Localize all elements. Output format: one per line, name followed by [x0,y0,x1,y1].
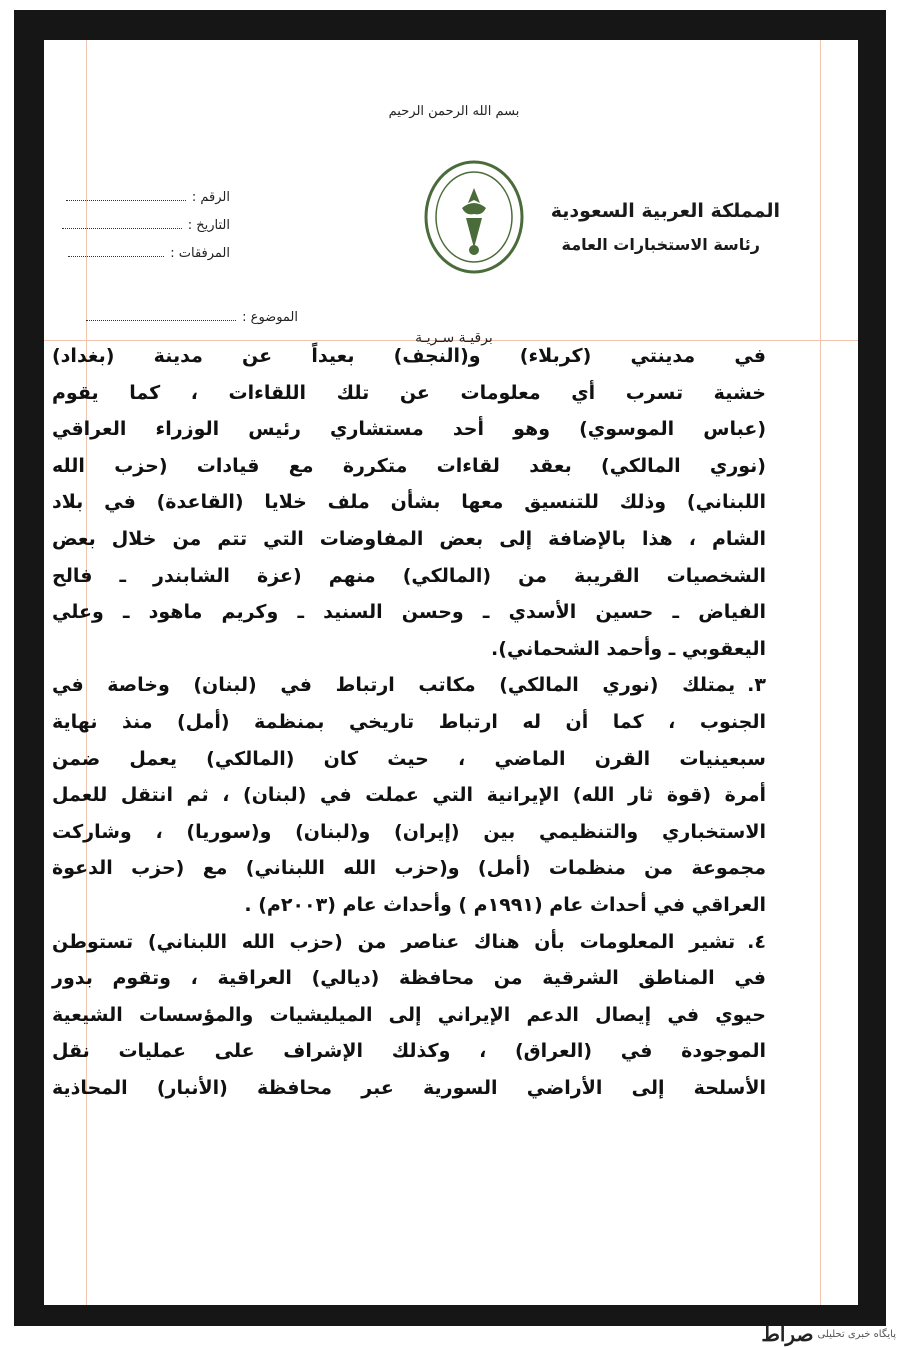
body-line: أمرة (قوة ثار الله) الإيرانية التي عملت في (لبنان) ، ثم انتقل للعمل [52,784,766,807]
body-line: الفياض ـ حسين الأسدي ـ وحسن السنيد ـ وكريم ماهود ـ وعلي [52,601,766,624]
body-line: خشية تسرب أي معلومات عن تلك اللقاءات ، كما يقوم [52,381,766,404]
body-line [52,924,766,961]
date-label: التاريخ : [187,218,230,233]
body-line: الشخصيات القريبة من (المالكي) منهم (عزة الشابندر ـ فالح [52,564,766,587]
body-line: الأسلحة إلى الأراضي السورية عبر محافظة (الأنبار) المحاذية [52,1076,766,1099]
body-line: العراقي في أحداث عام (١٩٩١م ) وأحداث عام (٢٠٠٣م) . [244,893,766,916]
body-line: في مدينتي (كربلاء) و(النجف) بعيداً عن مدينة (بغداد) [52,345,766,367]
subject-dots [86,319,236,321]
margin-line-right [820,40,821,1305]
classification-label: برقيـة سـريـة [415,330,493,346]
telegram-body [52,338,766,1106]
body-line: الجنوب ، كما أن له ارتباط تاريخي بمنظمة (أمل) منذ نهاية [52,710,766,733]
body-line: (نوري المالكي) بعقد لقاءات متكررة مع قيادات (حزب الله [52,454,766,477]
agency-name: رئاسة الاستخبارات العامة [561,235,760,254]
body-line: حيوي في إيصال الدعم الإيراني إلى الميليشيات والمؤسسات الشيعية [52,1003,766,1026]
subject-field [86,310,298,325]
body-line: (عباس الموسوي) وهو أحد مستشاري رئيس الوزراء العراقي [52,418,766,441]
body-line: سبعينيات القرن الماضي ، حيث كان (المالكي) يعمل ضمن [52,747,766,770]
attachments-label: المرفقات : [170,246,230,261]
item-line: يمتلك (نوري المالكي) مكاتب ارتباط في (لبنان) وخاصة في [52,674,736,697]
attachments-dots [68,255,164,257]
date-field [62,218,230,233]
body-line: الموجودة في (العراق) ، وكذلك الإشراف على عمليات نقل [52,1040,766,1063]
watermark-text: پایگاه خبری تحلیلی [817,1328,896,1340]
attachments-field [68,246,230,261]
site-watermark [761,1322,896,1346]
body-line: مجموعة من منظمات (أمل) و(حزب الله اللبناني) مع (حزب الدعوة [52,857,766,880]
body-line [52,667,766,704]
body-line: الاستخباري والتنظيمي بين (إيران) و(لبنان) و(سوريا) ، وشاركت [52,820,766,843]
item-number: ٣. [747,674,766,697]
numbered-item-4 [52,924,766,1107]
basmala: بسم الله الرحمن الرحيم [388,104,520,119]
numbered-item-3 [52,667,766,923]
date-dots [62,227,182,229]
watermark-logo: صراط [761,1322,814,1346]
intro-paragraph [52,338,766,667]
body-line: اليعقوبي ـ وأحمد الشحماني). [491,637,766,660]
item-line: تشير المعلومات بأن هناك عناصر من (حزب الله اللبناني) تستوطن [52,930,736,953]
body-line: الشام ، هذا بالإضافة إلى بعض المفاوضات التي تتم من خلال بعض [52,527,766,550]
body-line: في المناطق الشرقية من محافظة (ديالي) العراقية ، وتقوم بدور [52,967,766,990]
agency-seal-icon [422,158,526,276]
country-name: المملكة العربية السعودية [550,200,780,222]
subject-label: الموضوع : [242,310,298,325]
number-label: الرقم : [191,190,230,205]
number-field [66,190,230,205]
number-dots [66,199,186,201]
item-number: ٤. [747,930,766,953]
body-line: اللبناني) وذلك للتنسيق معها بشأن ملف خلايا (القاعدة) في بلاد [52,491,766,514]
